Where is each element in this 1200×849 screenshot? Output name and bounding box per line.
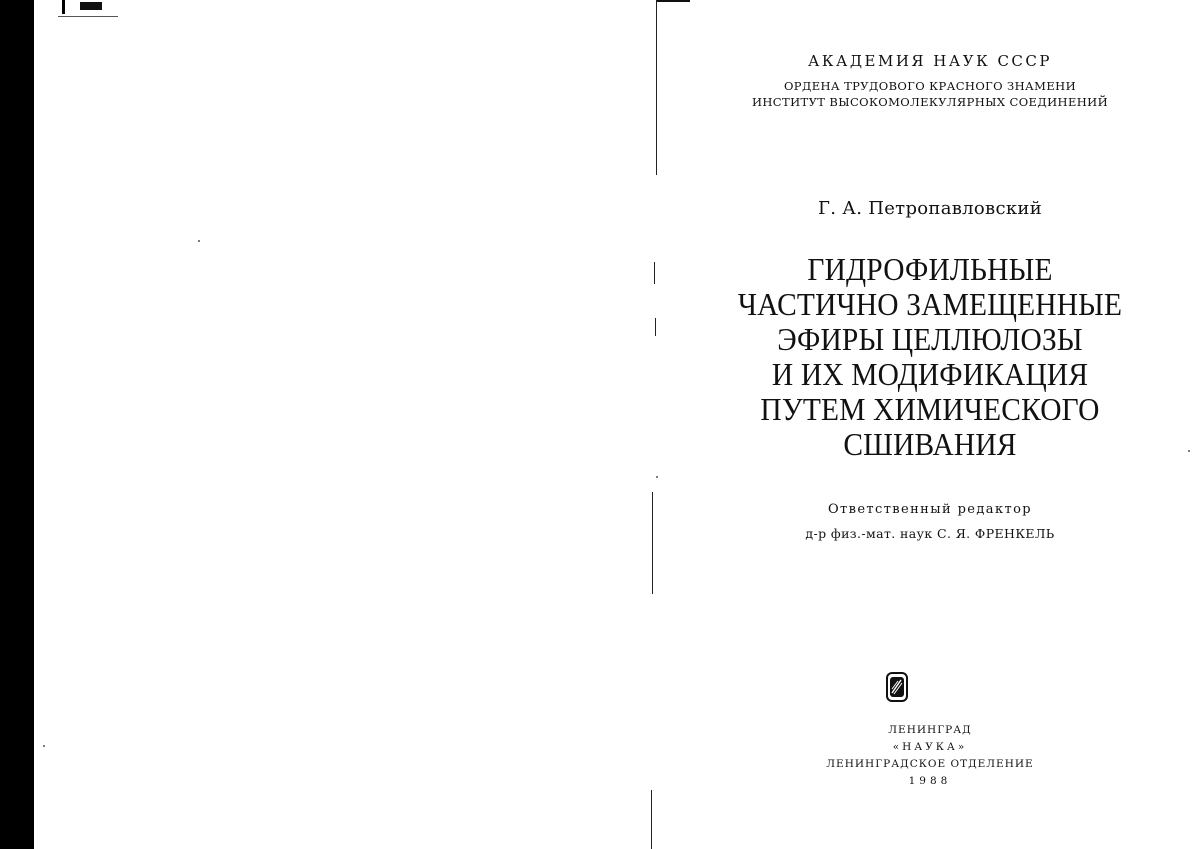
author-name: Г. А. Петропавловский (818, 198, 1042, 219)
publisher-name: «НАУКА» (892, 741, 968, 753)
scan-left-edge (0, 0, 34, 849)
nauka-publisher-logo-icon (886, 672, 908, 702)
publisher-branch: ЛЕНИНГРАДСКОЕ ОТДЕЛЕНИЕ (826, 758, 1034, 770)
gutter-line (655, 318, 656, 336)
gutter-line (651, 790, 652, 849)
institute-line: ОРДЕНА ТРУДОВОГО КРАСНОГО ЗНАМЕНИ (783, 79, 1076, 93)
book-title (682, 252, 1179, 462)
institute-line: ИНСТИТУТ ВЫСОКОМОЛЕКУЛЯРНЫХ СОЕДИНЕНИЙ (751, 95, 1109, 109)
title-page (660, 0, 1200, 849)
gutter-line (654, 262, 655, 284)
editor-name: д-р физ.-мат. наук С. Я. ФРЕНКЕЛЬ (805, 526, 1055, 541)
book-title-line: И ИХ МОДИФИКАЦИЯ (771, 356, 1089, 392)
editor-role: Ответственный редактор (827, 502, 1033, 517)
gutter-line (656, 0, 657, 175)
publisher-city: ЛЕНИНГРАД (888, 724, 972, 736)
academy-name: АКАДЕМИЯ НАУК СССР (808, 52, 1052, 70)
book-title-line: ЭФИРЫ ЦЕЛЛЮЛОЗЫ (777, 321, 1083, 357)
scan-speck (198, 240, 200, 242)
scan-speck (43, 745, 45, 747)
scan-speck (656, 476, 658, 478)
book-title-line: ПУТЕМ ХИМИЧЕСКОГО (760, 391, 1100, 427)
book-title-line: ЧАСТИЧНО ЗАМЕЩЕННЫЕ (737, 286, 1123, 322)
publication-year: 1988 (908, 775, 952, 787)
previous-page-fragment (58, 0, 120, 18)
book-title-line: ГИДРОФИЛЬНЫЕ (807, 251, 1053, 287)
gutter-line (652, 492, 653, 594)
book-title-line: СШИВАНИЯ (843, 426, 1017, 462)
